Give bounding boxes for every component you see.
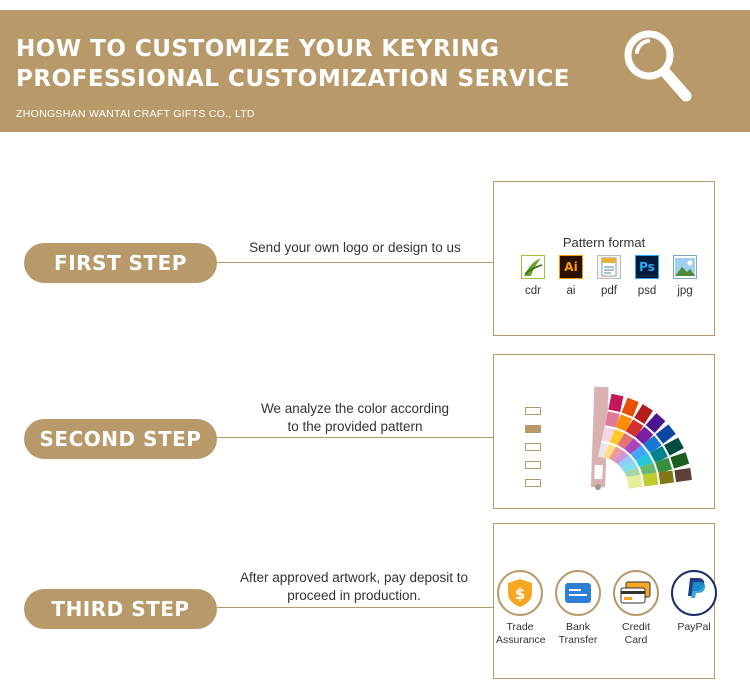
pattern-format-title: Pattern format [562,235,646,250]
step-label-second: SECOND STEP [24,419,217,459]
swatch-box-selected [525,425,541,433]
format-item-jpg [670,255,700,297]
coreldraw-icon [521,255,545,279]
header-banner [0,10,750,132]
svg-text:$: $ [514,585,526,603]
format-item-ai [556,255,586,297]
step-connector-third [217,607,493,608]
format-item-psd [632,255,662,297]
step-description-line: proceed in production. [287,588,421,603]
step-label-third: THIRD STEP [24,589,217,629]
payment-paypal [670,570,718,647]
payment-method-list [496,570,718,647]
color-analysis-panel [493,354,715,509]
payment-label-line: PayPal [677,621,711,633]
format-item-pdf [594,255,624,297]
credit-card-icon [613,570,659,616]
payment-bank-transfer [554,570,602,647]
image-file-icon [673,255,697,279]
swatch-box [525,461,541,469]
banner-title-line-1: HOW TO CUSTOMIZE YOUR KEYRING [16,36,500,62]
photoshop-icon: Ps [635,255,659,279]
step-description-line: After approved artwork, pay deposit to [239,570,469,585]
payment-label-line: Bank [566,621,590,633]
step-description-first [220,239,490,257]
pattern-format-panel [493,181,715,336]
payment-label-line: Transfer [558,634,598,646]
banner-title-line-2: PROFESSIONAL CUSTOMIZATION SERVICE [16,66,570,92]
format-label: pdf [601,285,617,297]
step-description-second [220,400,490,436]
payment-methods-panel [493,523,715,679]
payment-label [496,621,544,647]
format-label: psd [637,285,657,297]
swatch-box [525,407,541,415]
magnifier-icon [620,26,694,104]
format-item-cdr [518,255,548,297]
payment-label-line: Credit [621,621,650,633]
step-connector-second [217,437,493,438]
swatch-box [525,479,541,487]
payment-label-line: Card [624,634,648,646]
bank-transfer-icon [555,570,601,616]
format-label: jpg [677,285,693,297]
company-name: ZHONGSHAN WANTAI CRAFT GIFTS CO., LTD [16,108,255,120]
format-label: ai [566,285,576,297]
payment-label [554,621,602,647]
illustrator-icon: Ai [559,255,583,279]
trade-assurance-icon [497,570,543,616]
format-label: cdr [525,285,541,297]
format-list [518,255,700,297]
pdf-file-icon [597,255,621,279]
step-description-line: We analyze the color according [260,401,450,416]
payment-label-line: Trade [506,621,534,633]
step-label-first: FIRST STEP [24,243,217,283]
swatch-box [525,443,541,451]
step-description-line: to the provided pattern [287,419,423,434]
payment-credit-card [612,570,660,647]
payment-label-line: Assurance [496,634,546,646]
swatch-box-list [525,407,541,497]
step-description-line: Send your own logo or design to us [249,240,461,255]
payment-label [670,621,718,634]
color-fan-guide-icon [590,385,702,495]
paypal-icon [671,570,717,616]
banner-title [16,34,570,94]
payment-trade-assurance [496,570,544,647]
payment-label [612,621,660,647]
step-description-third [212,569,496,605]
step-connector-first [217,262,493,263]
